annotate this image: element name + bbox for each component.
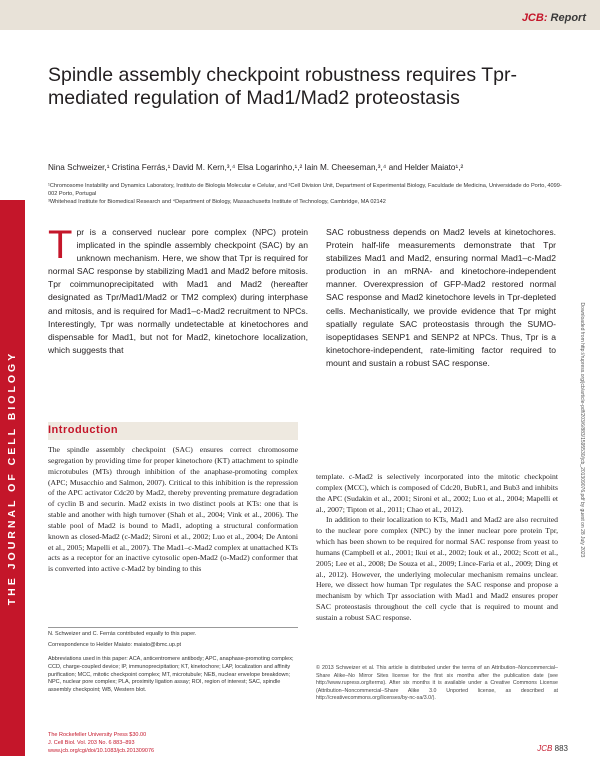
intro-right-column	[316, 472, 558, 624]
footnote-equal-contribution: N. Schweizer and C. Ferrás contributed equally to this paper.	[48, 631, 197, 637]
abstract-right-column: SAC robustness depends on Mad2 levels at kinetochores. Protein half-life measurements demonstrate that Tpr stabilizes Mad1 and Mad2, ensuring normal Mad1–c-Mad2 production in an mRNA- and kinetochore-independent manner. Overexpression of GFP-Mad2 restored normal SAC response and Mad2 kinetochore levels in Tpr-depleted cells. Mechanistically, we provide evidence that Tpr might spatially regulate SAC proteostasis through the SUMO-isopeptidases SENP1 and SENP2 at NPCs. Thus, Tpr is a kinetochore-independent, rate-limiting factor required to mount and sustain a robust SAC response.	[326, 227, 556, 368]
journal-header-bar	[0, 0, 600, 30]
section-label: JCB: Report	[521, 12, 586, 24]
intro-paragraph-2: template. c-Mad2 is selectively incorporated into the mitotic checkpoint complex (MCC), which is composed of Cdc20, BubR1, and Bub3 and inhibits the APC (Sudakin et al., 2001; Sironi et al., 2002; Luo et al., 2004; Mapelli et al., 2007; Tipton et al., 2011; Chao et al., 2012).	[316, 472, 558, 514]
section-heading: Introduction	[48, 422, 298, 440]
publisher-footer: The Rockefeller University Press $30.00 J. Cell Biol. Vol. 203 No. 6 883–893 www.jcb.org/cgi/doi/10.1083/jcb.201309076	[48, 732, 155, 754]
license-note: © 2013 Schweizer et al. This article is distributed under the terms of an Attribution–Noncommercial–Share Alike–No Mirror Sites license for the first six months after the publication date (see http://www.rupress.org/terms). After six months it is available under a Creative Commons License (Attribution–Noncommercial–Share Alike 3.0 Unported license, as described at http://creativecommons.org/licenses/by-nc-sa/3.0/).	[316, 665, 558, 701]
article-title: Spindle assembly checkpoint robustness requires Tpr-mediated regulation of Mad1/Mad2 proteostasis	[48, 64, 517, 109]
affiliation-1: ¹Chromosome Instability and Dynamics Laboratory, Instituto de Biologia Molecular e Celular, and ²Cell Division Unit, Department of Experimental Biology, Faculdade de Medicina, Universidade do Porto, 4099-002 Porto, Portugal	[48, 183, 562, 197]
affiliations	[48, 182, 568, 206]
abstract-text-left: pr is a conserved nuclear pore complex (NPC) protein implicated in the spindle assembly checkpoint (SAC) by an unknown mechanism. Here, we show that Tpr is required for normal SAC response by stabilizing Mad1 and Mad2 before mitosis. Tpr coimmunoprecipitated with Mad1 and Mad2 (hereafter designated as Tpr/Mad1/Mad2 or TM2 complex) during interphase and mitosis, and is required for Mad1–c-Mad2 recruitment to NPCs. Interestingly, Tpr was normally undetectable at kinetochores and dispensable for Mad1, but not for Mad2, kinetochore localization, which suggests that	[48, 227, 308, 355]
journal-side-banner	[0, 200, 25, 756]
author-list: Nina Schweizer,¹ Cristina Ferrás,¹ David M. Kern,³,⁴ Elsa Logarinho,¹,² Iain M. Cheeseman,³,⁴ and Helder Maiato¹,²	[48, 163, 464, 172]
intro-left-column	[48, 445, 298, 575]
abstract-left-column	[48, 223, 308, 357]
affiliation-2: ³Whitehead Institute for Biomedical Research and ⁴Department of Biology, Massachusetts Institute of Technology, Cambridge, MA 02142	[48, 199, 386, 205]
side-banner-text: THE JOURNAL OF CELL BIOLOGY	[6, 350, 18, 606]
footnote-correspondence: Correspondence to Helder Maiato: maiato@ibmc.up.pt	[48, 642, 182, 648]
page-number: JCB 883	[537, 744, 568, 753]
footnote-divider	[48, 627, 298, 628]
intro-paragraph-1: The spindle assembly checkpoint (SAC) ensures correct chromosome segregation by providing time for proper kinetochore (KT) attachment to spindle microtubules (MTs) through inhibition of the anaphase-promoting complex (APC; Musacchio and Salmon, 2007). Critical to this inhibition is the repression of the APC activator Cdc20 by Mad2, thereby preventing premature degradation of cyclin B and securin. Mad2 exists in two distinct pools at KTs: one that is stable and another with high turnover (Shah et al., 2004; Vink et al., 2006). The stable pool of Mad2 is bound to Mad1, adopting a structural conformation known as closed-Mad2 (c-Mad2; Sironi et al., 2002; Luo et al., 2004; De Antoni et al., 2005; Mapelli et al., 2007). The Mad1–c-Mad2 complex at unattached KTs acts as a receptor for an inactive cytosolic open-Mad2 (o-Mad2) conformer that is converted into active c-Mad2 by binding to this	[48, 445, 298, 574]
intro-paragraph-3: In addition to their localization to KTs, Mad1 and Mad2 are also recruited to the nuclear pore complex (NPC) by the inner nuclear pore protein Tpr, which has been shown to be required for normal SAC response from yeast to humans (Campbell et al., 2001; Ikui et al., 2002; Iouk et al., 2002; Scott et al., 2005; Lee et al., 2008; De Souza et al., 2009; Lince-Faria et al., 2009; Ding et al., 2012). However, the underlying molecular mechanism remains unclear. Here, we dissect how human Tpr regulates the SAC response and propose a mechanism by which Tpr association with Mad1 and Mad2 ensures proper SAC proteostasis throughout the cell cycle that is required to mount and sustain a robust SAC response.	[316, 515, 558, 622]
drop-cap: T	[48, 223, 73, 267]
footnote-abbreviations: Abbreviations used in this paper: ACA, anticentromere antibody; APC, anaphase-promoting complex; CCD, charge-coupled device; IP, immunoprecipitation; KT, kinetochore; LAP, localization and affinity purification; MCC, mitotic checkpoint complex; MT, microtubule; NEB, nuclear envelope breakdown; NPC, nuclear pore complex; PLA, proximity ligation assay; ROI, region of interest; SAC, spindle assembly checkpoint; WB, Western blot.	[48, 656, 294, 694]
download-note: Downloaded from http://rupress.org/jcb/article-pdf/203/6/883/1595530/jcb_201309076.pdf by guest on 28 July 2023	[579, 302, 585, 558]
